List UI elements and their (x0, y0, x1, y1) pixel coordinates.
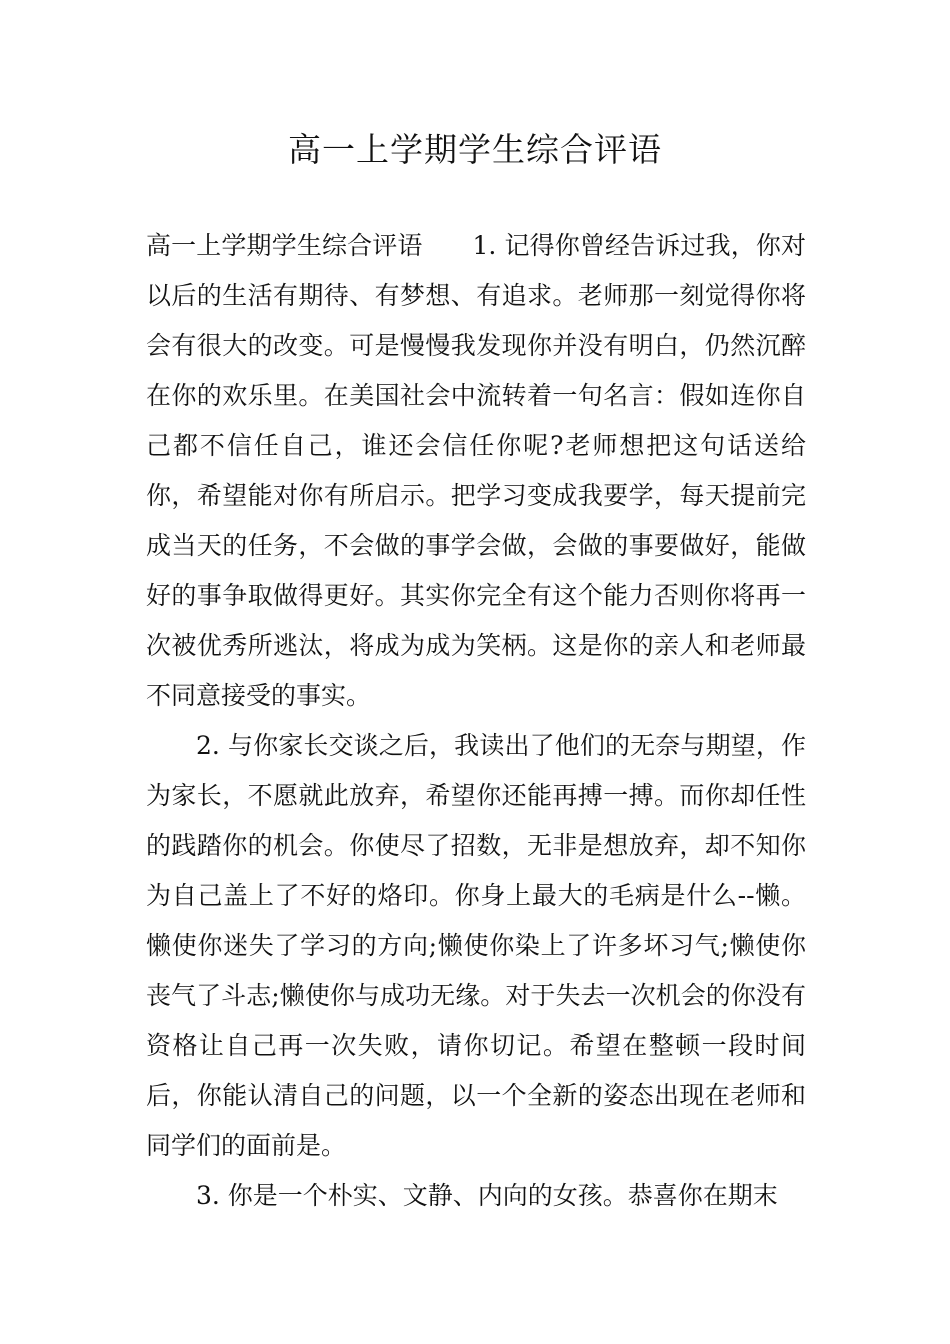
paragraph-3: 3. 你是一个朴实、文静、内向的女孩。恭喜你在期末 (196, 1181, 778, 1210)
document-title: 高一上学期学生综合评语 (288, 130, 662, 169)
document-body (146, 221, 806, 1221)
paragraph-2: 2. 与你家长交谈之后，我读出了他们的无奈与期望，作为家长，不愿就此放弃，希望你还能再搏一搏。而你却任性的践踏你的机会。你使尽了招数，无非是想放弃，却不知你为自己盖上了不好的烙印。你身上最大的毛病是什么--懒。懒使你迷失了学习的方向;懒使你染上了许多坏习气;懒使你丧气了斗志;懒使你与成功无缘。对于失去一次机会的你没有资格让自己再一次失败，请你切记。希望在整顿一段时间后，你能认清自己的问题，以一个全新的姿态出现在老师和同学们的面前是。 (146, 731, 806, 1160)
intro-heading: 高一上学期学生综合评语 (146, 231, 423, 260)
paragraph-1-text: 1. 记得你曾经告诉过我，你对以后的生活有期待、有梦想、有追求。老师那一刻觉得你将会有很大的改变。可是慢慢我发现你并没有明白，仍然沉醉在你的欢乐里。在美国社会中流转着一句名言：假如连你自己都不信任自己，谁还会信任你呢?老师想把这句话送给你，希望能对你有所启示。把学习变成我要学，每天提前完成当天的任务，不会做的事学会做，会做的事要做好，能做好的事争取做得更好。其实你完全有这个能力否则你将再一次被优秀所逃汰，将成为成为笑柄。这是你的亲人和老师最不同意接受的事实。 (146, 231, 806, 710)
paragraph-1 (146, 221, 806, 721)
